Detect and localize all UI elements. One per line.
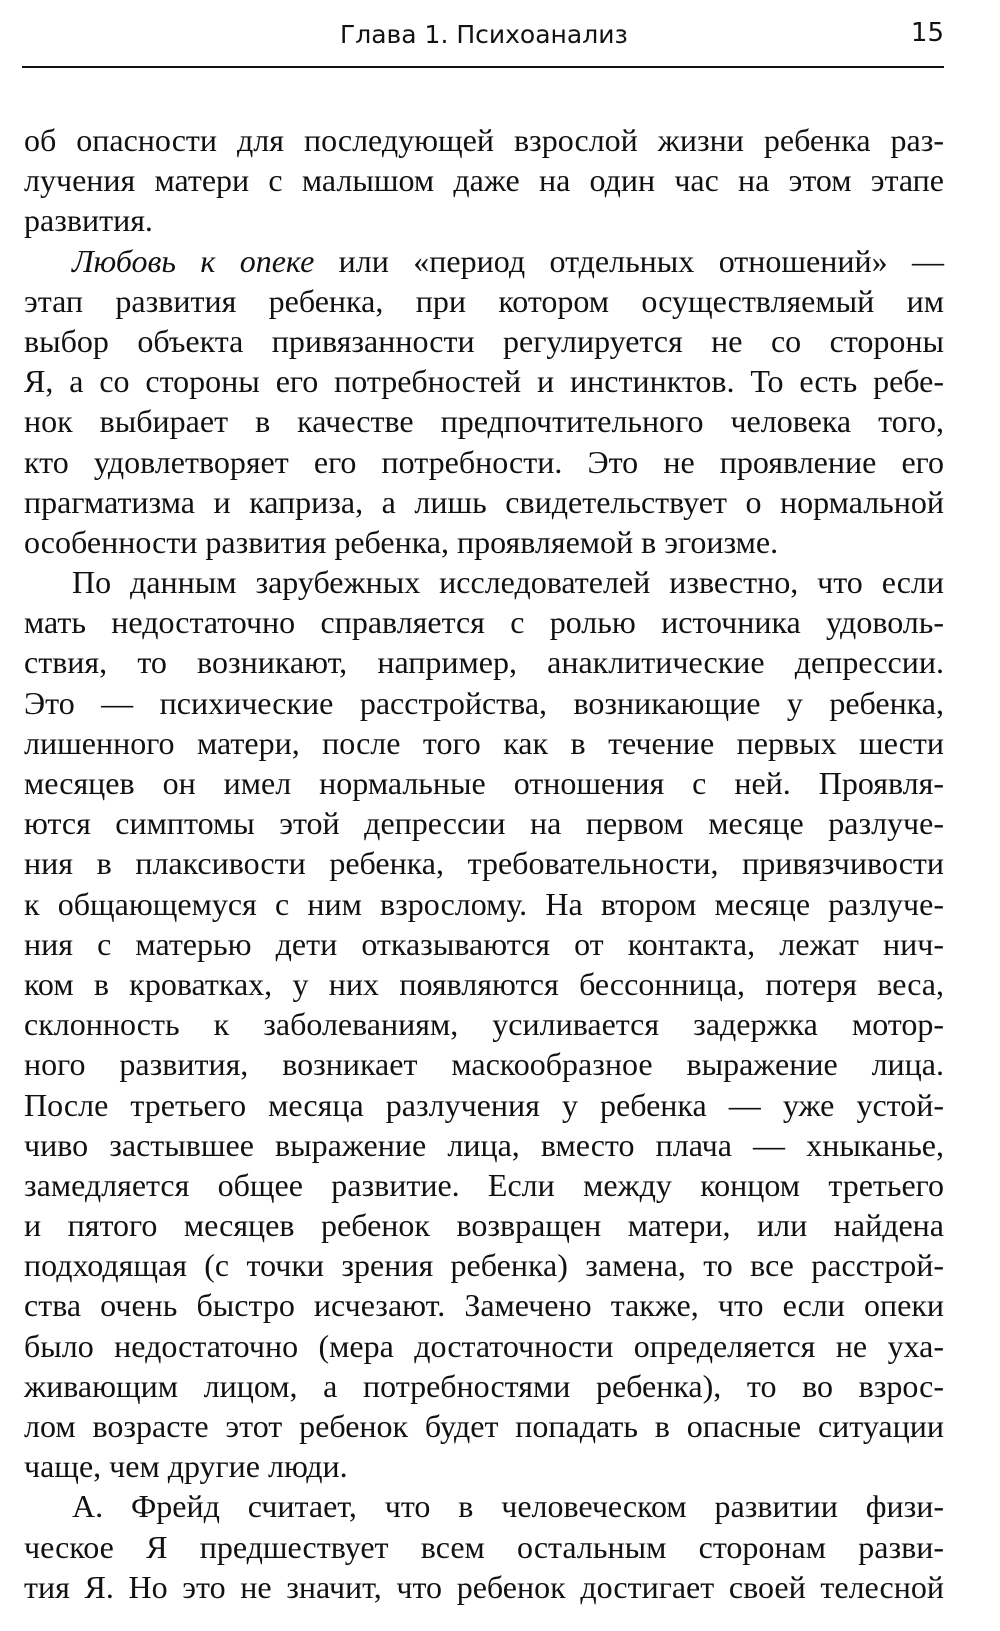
text-line [24, 1125, 944, 1165]
text-line [24, 1085, 944, 1125]
text-segment: чаще, чем другие люди. [24, 1448, 348, 1485]
text-line [24, 723, 944, 763]
text-line [24, 763, 944, 803]
text-line [24, 160, 944, 200]
text-line [24, 884, 944, 924]
text-line [24, 803, 944, 843]
text-segment: ства очень быстро исчезают. Замечено также, что если опеки [24, 1287, 944, 1324]
text-segment: месяцев он имел нормальные отношения с ней. Проявля- [24, 765, 944, 801]
header-rule [22, 66, 944, 68]
text-segment: нок выбирает в качестве предпочтительного человека того, [24, 403, 944, 440]
text-segment: Я, а со стороны его потребностей и инстинктов. То есть ребе- [24, 363, 944, 400]
text-line [24, 1366, 944, 1406]
text-segment: подходящая (с точки зрения ребенка) замена, то все расстрой- [24, 1247, 944, 1284]
text-segment: лишенного матери, после того как в течение первых шести [24, 724, 944, 761]
text-segment: выбор объекта привязанности регулируется не со стороны [24, 322, 944, 359]
text-segment: тия Я. Но это не значит, что ребенок достигает своей телесной [24, 1568, 944, 1605]
text-line [24, 1326, 944, 1366]
text-line [24, 1567, 944, 1607]
text-line [24, 1004, 944, 1044]
text-line [24, 683, 944, 723]
text-line [24, 964, 944, 1004]
text-segment: к общающемуся с ним взрослому. На втором месяце разлуче- [24, 885, 944, 922]
text-segment: чиво застывшее выражение лица, вместо плача — хныканье, [24, 1126, 944, 1163]
text-segment: этап развития ребенка, при котором осуществляемый им [24, 282, 944, 319]
text-line [24, 361, 944, 401]
text-line [24, 1486, 944, 1526]
text-segment: и пятого месяцев ребенок возвращен матери, или найдена [24, 1207, 944, 1244]
text-line [24, 1406, 944, 1446]
text-line [24, 642, 944, 682]
text-segment: было недостаточно (мера достаточности определяется не уха- [24, 1327, 944, 1364]
text-line [24, 281, 944, 321]
text-segment: А. Фрейд считает, что в человеческом развитии физи- [72, 1488, 944, 1525]
text-line [24, 1165, 944, 1205]
text-segment: кто удовлетворяет его потребности. Это не проявление его [24, 443, 944, 480]
text-line [24, 120, 944, 160]
text-segment: особенности развития ребенка, проявляемой в эгоизме. [24, 523, 779, 560]
text-segment: или «период отдельных отношений» — [314, 242, 945, 279]
text-segment: ком в кроватках, у них появляются бессонница, потеря веса, [24, 965, 944, 1002]
text-line [24, 1446, 944, 1486]
text-line [24, 321, 944, 361]
text-line [24, 602, 944, 642]
text-segment: лом возрасте этот ребенок будет попадать в опасные ситуации [24, 1408, 944, 1444]
text-line [24, 1285, 944, 1325]
text-line [24, 1245, 944, 1285]
text-segment: По данным зарубежных исследователей известно, что если [72, 564, 944, 601]
text-line [24, 522, 944, 562]
text-segment: ния в плаксивости ребенка, требовательности, привязчивости [24, 845, 944, 882]
text-line [24, 482, 944, 522]
text-segment: мать недостаточно справляется с ролью источника удоволь- [24, 604, 944, 641]
text-line [24, 1205, 944, 1245]
chapter-title: Глава 1. Психоанализ [340, 20, 628, 49]
running-head [22, 14, 944, 60]
text-segment: ного развития, возникает маскообразное выражение лица. [24, 1046, 944, 1083]
text-line [24, 241, 944, 281]
text-line [24, 401, 944, 441]
page-number: 15 [910, 18, 944, 48]
text-segment: Это — психические расстройства, возникающие у ребенка, [24, 684, 944, 721]
text-line [24, 1527, 944, 1567]
text-segment: замедляется общее развитие. Если между концом третьего [24, 1166, 944, 1203]
text-segment: живающим лицом, а потребностями ребенка), то во взрос- [24, 1367, 944, 1404]
text-line [24, 924, 944, 964]
text-line [24, 200, 944, 240]
text-segment: ются симптомы этой депрессии на первом месяце разлуче- [24, 805, 944, 842]
text-segment: ния с матерью дети отказываются от контакта, лежат нич- [24, 925, 944, 962]
text-line [24, 442, 944, 482]
text-line [24, 562, 944, 602]
text-segment: лучения матери с малышом даже на один час на этом этапе [24, 162, 944, 199]
text-segment: ческое Я предшествует всем остальным сторонам разви- [24, 1528, 944, 1565]
text-segment: ствия, то возникают, например, анаклитические депрессии. [24, 644, 944, 681]
text-segment: После третьего месяца разлучения у ребенка — уже устой- [24, 1086, 944, 1123]
text-segment: склонность к заболеваниям, усиливается задержка мотор- [24, 1006, 944, 1043]
text-segment: об опасности для последующей взрослой жизни ребенка раз- [24, 122, 944, 158]
text-segment: развития. [24, 202, 153, 239]
body-text [24, 120, 944, 1607]
text-line [24, 843, 944, 883]
text-line [24, 1044, 944, 1084]
italic-term: Любовь к опеке [72, 242, 315, 279]
text-segment: прагматизма и каприза, а лишь свидетельствует о нормальной [24, 483, 944, 520]
